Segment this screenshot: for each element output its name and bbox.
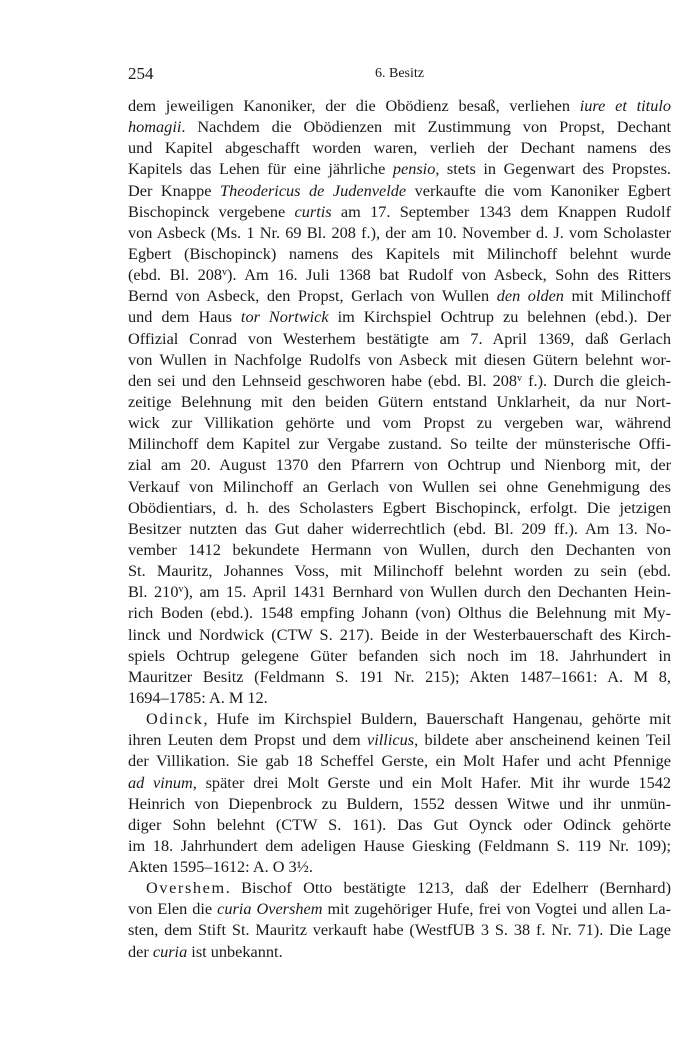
italic-term: homagii: [128, 117, 182, 137]
paragraph: [128, 708, 671, 877]
italic-term: Theodericus de Judenvelde: [220, 180, 407, 200]
superscript: v: [222, 267, 228, 279]
text-line: [128, 116, 671, 137]
text-line: [128, 243, 671, 264]
text-run: (ebd. Bl. 208: [128, 265, 223, 285]
text-run: ). Am 16. Juli 1368 bat Rudolf von Asbeck, Sohn des Ritters: [227, 265, 672, 285]
text-line: [128, 349, 671, 370]
superscript: v: [178, 584, 184, 596]
text-line: [128, 941, 671, 962]
superscript: v: [517, 372, 523, 384]
text-line: [128, 750, 671, 771]
text-line: [128, 412, 671, 433]
text-run: Mauritzer Besitz (Feldmann S. 191 Nr. 215); Akten 1487–1661: A. M 8,: [128, 666, 671, 686]
text-run: Milinchoff dem Kapitel zur Vergabe zustand. So teilte der münsterische Offi-: [128, 434, 671, 454]
entry-heading: Overshem: [146, 878, 226, 898]
text-line: [128, 454, 671, 475]
text-line: [128, 285, 671, 306]
text-run: von Asbeck (Ms. 1 Nr. 69 Bl. 208 f.), der am 10. November d. J. vom Scholaster: [128, 222, 671, 242]
italic-term: curia Overshem: [217, 899, 323, 919]
text-run: und Kapitel abgeschafft worden waren, verlieh der Dechant namens des: [128, 138, 671, 158]
text-run: der Villikation. Sie gab 18 Scheffel Gerste, ein Molt Hafer und acht Pfennige: [128, 751, 671, 771]
text-run: Der Knappe: [128, 180, 221, 200]
text-line: [128, 624, 671, 645]
text-line: [128, 687, 671, 708]
text-run: , bildete aber anscheinend keinen Teil: [414, 730, 671, 750]
text-run: im Kirchspiel Ochtrup zu belehnen (ebd.). Der: [328, 307, 671, 327]
text-run: Verkauf von Milinchoff an Gerlach von Wullen sei ohne Genehmigung des: [128, 476, 671, 496]
text-line: [128, 222, 671, 243]
text-run: Offizial Conrad von Westerhem bestätigte am 7. April 1369, daß Gerlach: [128, 328, 671, 348]
text-line: [128, 328, 671, 349]
text-run: Besitzer nutzten das Gut daher widerrechtlich (ebd. Bl. 209 ff.). Am 13. No-: [128, 518, 671, 538]
text-line: [128, 95, 671, 116]
text-line: [128, 793, 671, 814]
text-run: Egbert (Bischopinck) namens des Kapitels mit Milinchoff belehnt wurde: [128, 243, 671, 263]
text-line: [128, 898, 671, 919]
paragraph: [128, 877, 671, 962]
text-line: [128, 560, 671, 581]
text-line: [128, 708, 671, 729]
text-run: im 18. Jahrhundert dem adeligen Hause Giesking (Feldmann S. 119 Nr. 109);: [128, 835, 671, 855]
text-line: [128, 581, 671, 602]
text-run: , Hufe im Kirchspiel Buldern, Bauerschaft Hangenau, gehörte mit: [203, 709, 671, 729]
text-run: mit Milinchoff: [563, 286, 672, 306]
text-run: diger Sohn belehnt (CTW S. 161). Das Gut Oynck oder Odinck gehörte: [128, 814, 671, 834]
text-line: [128, 877, 671, 898]
italic-term: den olden: [496, 286, 564, 306]
text-line: [128, 137, 671, 158]
italic-term: villicus: [367, 730, 415, 750]
text-line: [128, 306, 671, 327]
text-line: [128, 645, 671, 666]
text-run: 1694–1785: A. M 12.: [128, 687, 268, 707]
running-head: 6. Besitz: [375, 66, 424, 81]
text-run: und dem Haus: [128, 307, 241, 327]
text-run: verkaufte die vom Kanoniker Egbert: [406, 180, 671, 200]
text-run: rich Boden (ebd.). 1548 empfing Johann (von) Olthus die Belehnung mit My-: [128, 603, 671, 623]
text-line: [128, 919, 671, 940]
text-line: [128, 772, 671, 793]
text-line: [128, 814, 671, 835]
text-run: , stets in Gegenwart des Propstes.: [435, 159, 672, 179]
body-text: [128, 95, 671, 962]
entry-heading: Odinck: [146, 709, 204, 729]
text-line: [128, 180, 671, 201]
text-run: am 17. September 1343 dem Knappen Rudolf: [331, 201, 672, 221]
text-run: Obödientiars, d. h. des Scholasters Egbert Bischopinck, erfolgt. Die jetzigen: [128, 497, 671, 517]
text-line: [128, 539, 671, 560]
italic-term: curtis: [294, 201, 332, 221]
italic-term: tor Nortwick: [240, 307, 329, 327]
text-line: [128, 158, 671, 179]
italic-term: ad vinum: [128, 772, 193, 792]
paragraph: [128, 95, 671, 708]
text-run: . Bischof Otto bestätigte 1213, daß der Edelherr (Bernhard): [225, 878, 671, 898]
text-line: [128, 201, 671, 222]
text-run: von Elen die: [128, 899, 218, 919]
text-line: [128, 666, 671, 687]
italic-term: curia: [152, 941, 188, 961]
text-run: linck und Nordwick (CTW S. 217). Beide in der Westerbauerschaft des Kirch-: [128, 624, 671, 644]
text-line: [128, 602, 671, 623]
text-line: [128, 391, 671, 412]
text-run: mit zugehöriger Hufe, frei von Vogtei und allen La-: [322, 899, 671, 919]
text-run: zial am 20. August 1370 den Pfarrern von Ochtrup und Nienborg mit, der: [128, 455, 671, 475]
text-run: Kapitels das Lehen für eine jährliche: [128, 159, 393, 179]
text-line: [128, 433, 671, 454]
text-line: [128, 497, 671, 518]
text-line: [128, 856, 671, 877]
text-run: vember 1412 bekundete Hermann von Wullen, durch den Dechanten von: [128, 539, 671, 559]
text-run: von Wullen in Nachfolge Rudolfs von Asbeck mit diesen Gütern belehnt wor-: [128, 349, 671, 369]
text-run: Akten 1595–1612: A. O 3½.: [128, 857, 313, 877]
text-run: sten, dem Stift St. Mauritz verkauft habe (WestfUB 3 S. 38 f. Nr. 71). Die Lage: [128, 920, 671, 940]
text-line: [128, 476, 671, 497]
text-run: Bischopinck vergebene: [128, 201, 295, 221]
text-run: Heinrich von Diepenbrock zu Buldern, 1552 dessen Witwe und ihr unmün-: [128, 793, 671, 813]
text-run: wick zur Villikation gehörte und vom Propst zu vergeben war, während: [128, 413, 671, 433]
text-run: zeitige Belehnung mit den beiden Gütern entstand Unklarheit, da nur Nort-: [128, 391, 671, 411]
text-run: den sei und den Lehnseid geschworen habe (ebd. Bl. 208: [128, 370, 518, 390]
text-line: [128, 264, 671, 285]
text-run: . Nachdem die Obödienzen mit Zustimmung von Propst, Dechant: [181, 117, 671, 137]
text-run: Bl. 210: [128, 582, 179, 602]
text-run: Bernd von Asbeck, den Propst, Gerlach von Wullen: [128, 286, 497, 306]
text-run: ist unbekannt.: [187, 941, 283, 961]
text-run: ), am 15. April 1431 Bernhard von Wullen durch den Dechanten Hein-: [183, 582, 671, 602]
text-line: [128, 518, 671, 539]
text-run: St. Mauritz, Johannes Voss, mit Milinchoff belehnt worden zu sein (ebd.: [128, 561, 671, 581]
text-run: ihren Leuten dem Propst und dem: [128, 730, 368, 750]
text-line: [128, 835, 671, 856]
italic-term: iure et titulo: [579, 96, 671, 115]
page-number: 254: [128, 64, 154, 83]
text-run: der: [128, 941, 153, 961]
text-run: dem jeweiligen Kanoniker, der die Obödienz besaß, verliehen: [128, 96, 580, 115]
text-run: f.). Durch die gleich-: [522, 370, 672, 390]
text-run: spiels Ochtrup gelegene Güter befanden sich noch im 18. Jahrhundert in: [128, 645, 671, 665]
text-line: [128, 729, 671, 750]
text-line: [128, 370, 671, 391]
text-run: , später drei Molt Gerste und ein Molt Hafer. Mit ihr wurde 1542: [192, 772, 671, 792]
italic-term: pensio: [392, 159, 436, 179]
page-header: [128, 64, 671, 86]
